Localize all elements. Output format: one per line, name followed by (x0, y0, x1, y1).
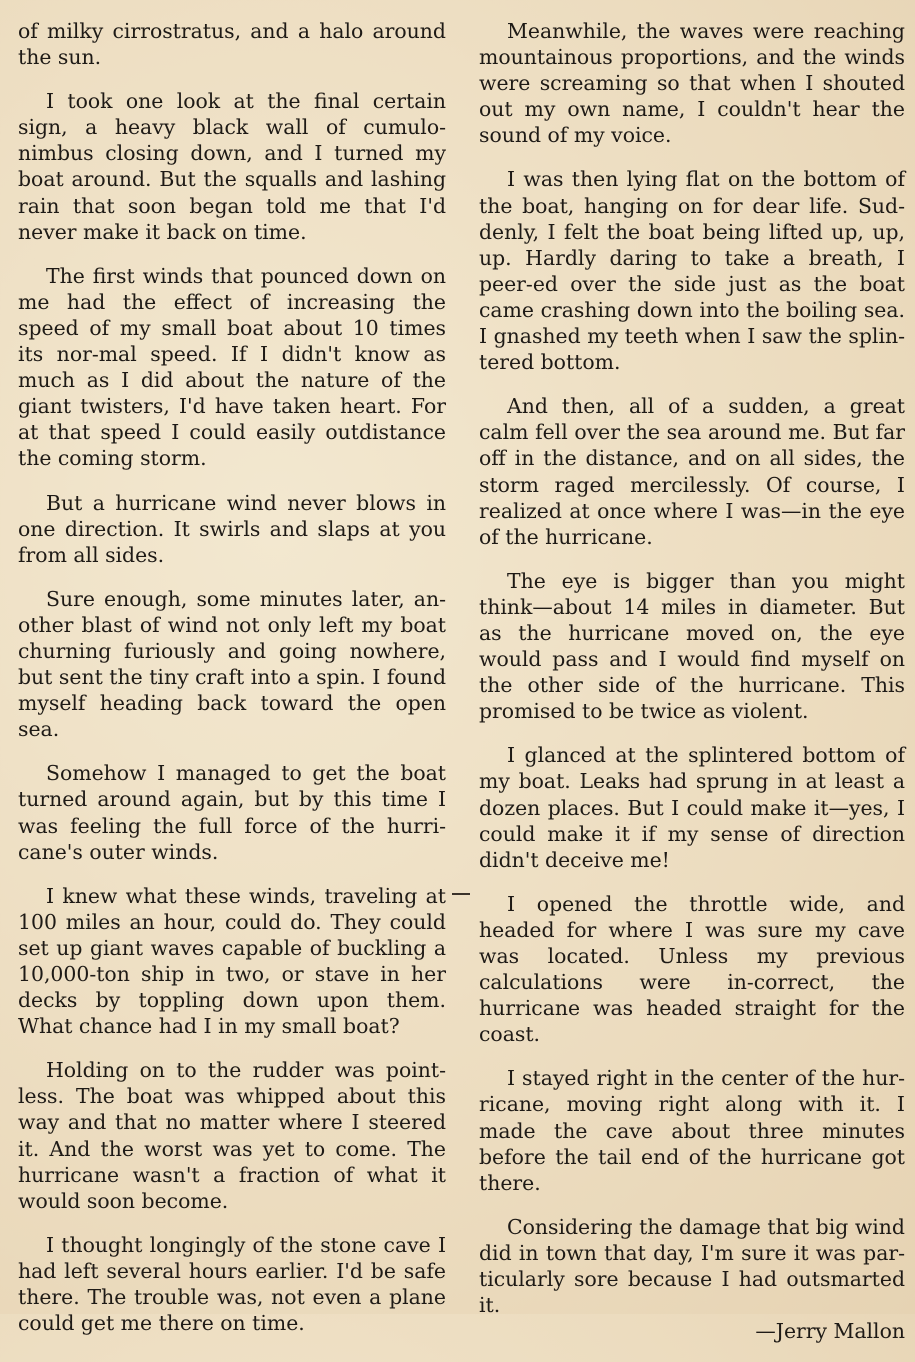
paragraph: I glanced at the splintered bottom of my boat. Leaks had sprung in at least a dozen places. But I could make it—yes, I could make it if my sense of direction didn't deceive me! (479, 743, 905, 872)
paragraph: of milky cirrostratus, and a halo around the sun. (18, 19, 446, 70)
gutter-dash (452, 893, 470, 895)
author-signature: —Jerry Mallon (755, 1319, 905, 1344)
paragraph: But a hurricane wind never blows in one direction. It swirls and slaps at you from all sides. (18, 490, 446, 567)
paragraph: The first winds that pounced down on me had the effect of increasing the speed of my small boat about 10 times its nor-mal speed. If I didn't know as much as I did about the nature of the giant twisters, I'd have taken heart. For at that speed I could easily outdistance the coming storm. (18, 263, 446, 471)
paragraph: I knew what these winds, traveling at 100 miles an hour, could do. They could set up giant waves capable of buckling a 10,000-ton ship in two, or stave in her decks by toppling down upon them. What chance had I in my small boat? (18, 883, 446, 1039)
paragraph: Meanwhile, the waves were reaching mountainous proportions, and the winds were screaming so that when I shouted out my own name, I couldn't hear the sound of my voice. (479, 19, 905, 148)
paragraph: Somehow I managed to get the boat turned around again, but by this time I was feeling the full force of the hurri-cane's outer winds. (18, 761, 446, 864)
paragraph: I was then lying flat on the bottom of the boat, hanging on for dear life. Sud-denly, I felt the boat being lifted up, up, up. Hardly daring to take a breath, I peer-ed over the side just as the boat came crashing down into the boiling sea. I gnashed my teeth when I saw the splin-tered bottom. (479, 167, 905, 375)
paragraph: Holding on to the rudder was point-less. The boat was whipped about this way and that no matter where I steered it. And the worst was yet to come. The hurricane wasn't a fraction of what it would soon become. (18, 1058, 446, 1213)
paragraph: I opened the throttle wide, and headed for where I was sure my cave was located. Unless my previous calculations were in-correct, the hurricane was headed straight for the coast. (479, 891, 905, 1047)
paragraph: The eye is bigger than you might think—about 14 miles in diameter. But as the hurricane moved on, the eye would pass and I would find myself on the other side of the hurricane. This promised to be twice as violent. (479, 568, 905, 724)
paragraph: I thought longingly of the stone cave I had left several hours earlier. I'd be safe there. The trouble was, not even a plane could get me there on time. (18, 1232, 446, 1336)
paragraph: Considering the damage that big wind did in town that day, I'm sure it was par-ticularly sore because I had outsmarted it. (479, 1214, 905, 1318)
paragraph: I stayed right in the center of the hur-ricane, moving right along with it. I made the cave about three minutes before the tail end of the hurricane got there. (479, 1066, 905, 1195)
paragraph: And then, all of a sudden, a great calm fell over the sea around me. But far off in the distance, and on all sides, the storm raged mercilessly. Of course, I realized at once where I was—in the eye of the hurricane. (479, 394, 905, 549)
paragraph: Sure enough, some minutes later, an-other blast of wind not only left my boat churning furiously and going nowhere, but sent the tiny craft into a spin. I found myself heading back toward the open sea. (18, 586, 446, 742)
paragraph: I took one look at the final certain sign, a heavy black wall of cumulo-nimbus closing down, and I turned my boat around. But the squalls and lashing rain that soon began told me that I'd never make it back on time. (18, 89, 446, 244)
left-column (18, 18, 446, 1354)
right-column (479, 18, 905, 1362)
